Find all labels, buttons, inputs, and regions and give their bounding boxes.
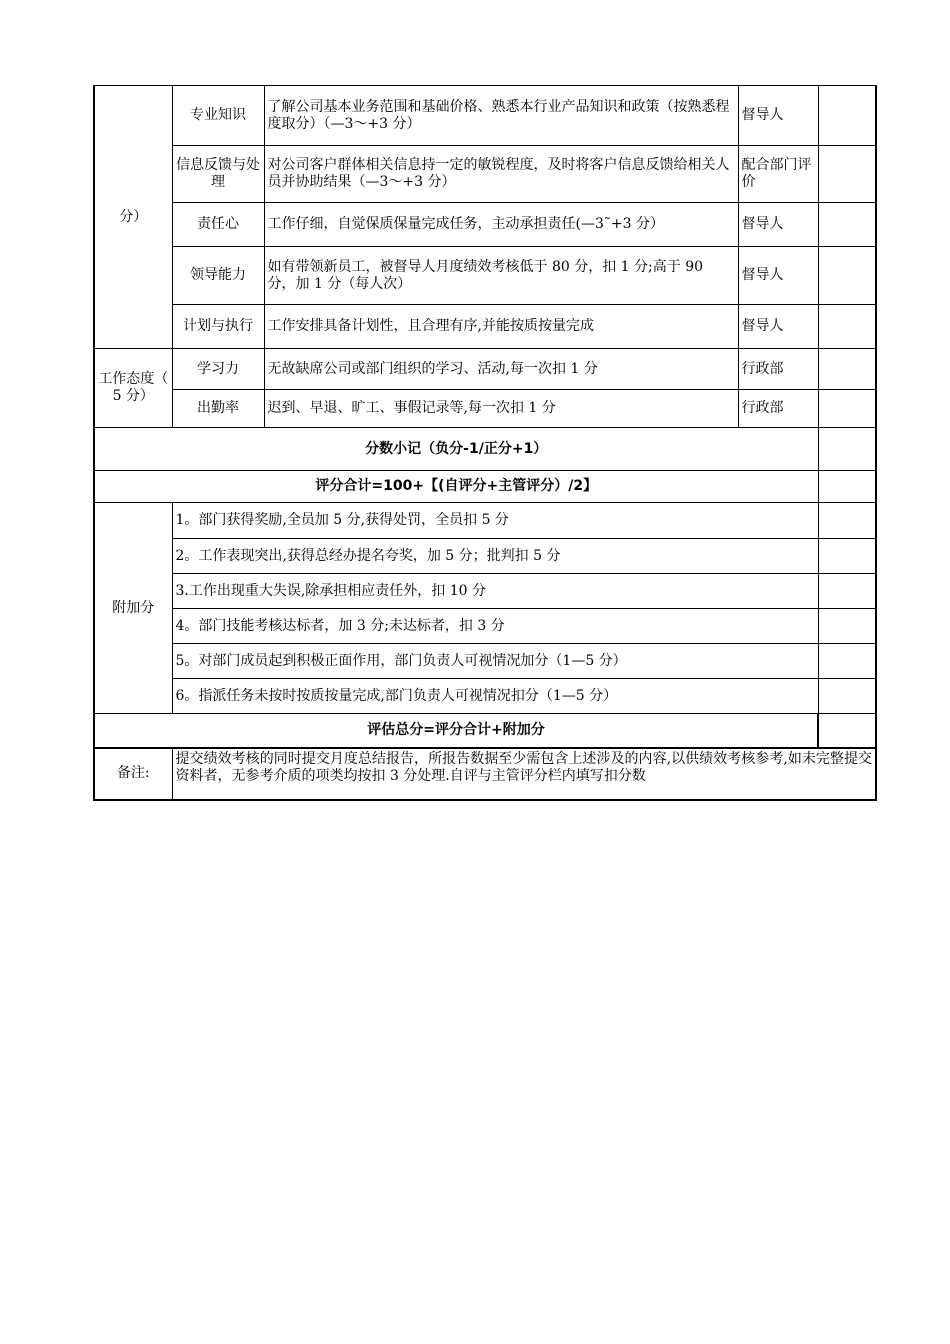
grand-total-row: [94, 714, 876, 748]
score-cell[interactable]: [818, 247, 876, 305]
bonus-item: 1。部门获得奖励,全员加 5 分,获得处罚，全员扣 5 分: [172, 503, 818, 539]
bonus-item: 3.工作出现重大失误,除承担相应责任外，扣 10 分: [172, 574, 818, 609]
score-cell[interactable]: [818, 305, 876, 349]
table-row: [94, 305, 876, 349]
bonus-item: 5。对部门成员起到积极正面作用，部门负责人可视情况加分（1—5 分）: [172, 644, 818, 679]
table-row: [94, 349, 876, 390]
score-cell[interactable]: [818, 86, 876, 146]
assessor-cell: 行政部: [738, 349, 818, 390]
total-row: [94, 471, 876, 503]
description-cell: 工作安排具备计划性，且合理有序,并能按质按量完成: [264, 305, 738, 349]
notes-row: [94, 748, 876, 800]
subtotal-label: 分数小记（负分-1/正分+1）: [94, 428, 818, 471]
notes-label: 备注:: [94, 748, 172, 800]
grand-total-value[interactable]: [818, 714, 876, 748]
item-cell: 责任心: [172, 203, 264, 247]
description-cell: 对公司客户群体相关信息持一定的敏锐程度，及时将客户信息反馈给相关人员并协助结果（—3～+3 分）: [264, 146, 738, 203]
item-cell: 领导能力: [172, 247, 264, 305]
category-cell: 分）: [94, 86, 172, 349]
total-value[interactable]: [818, 471, 876, 503]
score-cell[interactable]: [818, 574, 876, 609]
category-cell: 工作态度（ 5 分）: [94, 349, 172, 428]
table-row: [94, 539, 876, 574]
notes-cell: [172, 748, 876, 800]
score-cell[interactable]: [818, 146, 876, 203]
item-cell: 学习力: [172, 349, 264, 390]
bonus-item: 2。工作表现突出,获得总经办提名夸奖，加 5 分；批判扣 5 分: [172, 539, 818, 574]
table-row: [94, 644, 876, 679]
bonus-category-cell: 附加分: [94, 503, 172, 714]
performance-assessment-table: [93, 85, 877, 801]
assessor-cell: 督导人: [738, 305, 818, 349]
notes-text: 提交绩效考核的同时提交月度总结报告，所报告数据至少需包含上述涉及的内容,以供绩效考核参考,如未完整提交资料者，无参考介质的项类均按扣 3 分处理.自评与主管评分栏内填写扣分数: [175, 750, 872, 784]
table-row: [94, 203, 876, 247]
assessor-cell: 配合部门评价: [738, 146, 818, 203]
description-cell: 如有带领新员工，被督导人月度绩效考核低于 80 分，扣 1 分;高于 90 分，加 1 分（每人次）: [264, 247, 738, 305]
description-cell: 迟到、早退、旷工、事假记录等,每一次扣 1 分: [264, 390, 738, 428]
table-row: [94, 86, 876, 146]
item-cell: 专业知识: [172, 86, 264, 146]
table-row: [94, 679, 876, 714]
subtotal-value[interactable]: [818, 428, 876, 471]
score-cell[interactable]: [818, 503, 876, 539]
bonus-item: 6。指派任务未按时按质按量完成,部门负责人可视情况扣分（1—5 分）: [172, 679, 818, 714]
bonus-item: 4。部门技能考核达标者，加 3 分;未达标者，扣 3 分: [172, 609, 818, 644]
subtotal-row: [94, 428, 876, 471]
score-cell[interactable]: [818, 390, 876, 428]
score-cell[interactable]: [818, 203, 876, 247]
grand-total-label: 评估总分=评分合计+附加分: [94, 714, 818, 748]
score-cell[interactable]: [818, 609, 876, 644]
assessor-cell: 督导人: [738, 203, 818, 247]
table-row: [94, 574, 876, 609]
assessor-cell: 督导人: [738, 247, 818, 305]
table-row: [94, 247, 876, 305]
description-cell: 了解公司基本业务范围和基础价格、熟悉本行业产品知识和政策（按熟悉程度取分）（—3～+3 分）: [264, 86, 738, 146]
table-row: [94, 503, 876, 539]
description-cell: 工作仔细，自觉保质保量完成任务，主动承担责任(—3˜+3 分）: [264, 203, 738, 247]
total-label: 评分合计=100+【(自评分+主管评分）/2】: [94, 471, 818, 503]
score-cell[interactable]: [818, 539, 876, 574]
table-row: [94, 609, 876, 644]
description-cell: 无故缺席公司或部门组织的学习、活动,每一次扣 1 分: [264, 349, 738, 390]
score-cell[interactable]: [818, 679, 876, 714]
item-cell: 出勤率: [172, 390, 264, 428]
table-row: [94, 390, 876, 428]
score-cell[interactable]: [818, 349, 876, 390]
score-cell[interactable]: [818, 644, 876, 679]
item-cell: 信息反馈与处理: [172, 146, 264, 203]
item-cell: 计划与执行: [172, 305, 264, 349]
assessor-cell: 行政部: [738, 390, 818, 428]
table-row: [94, 146, 876, 203]
assessor-cell: 督导人: [738, 86, 818, 146]
